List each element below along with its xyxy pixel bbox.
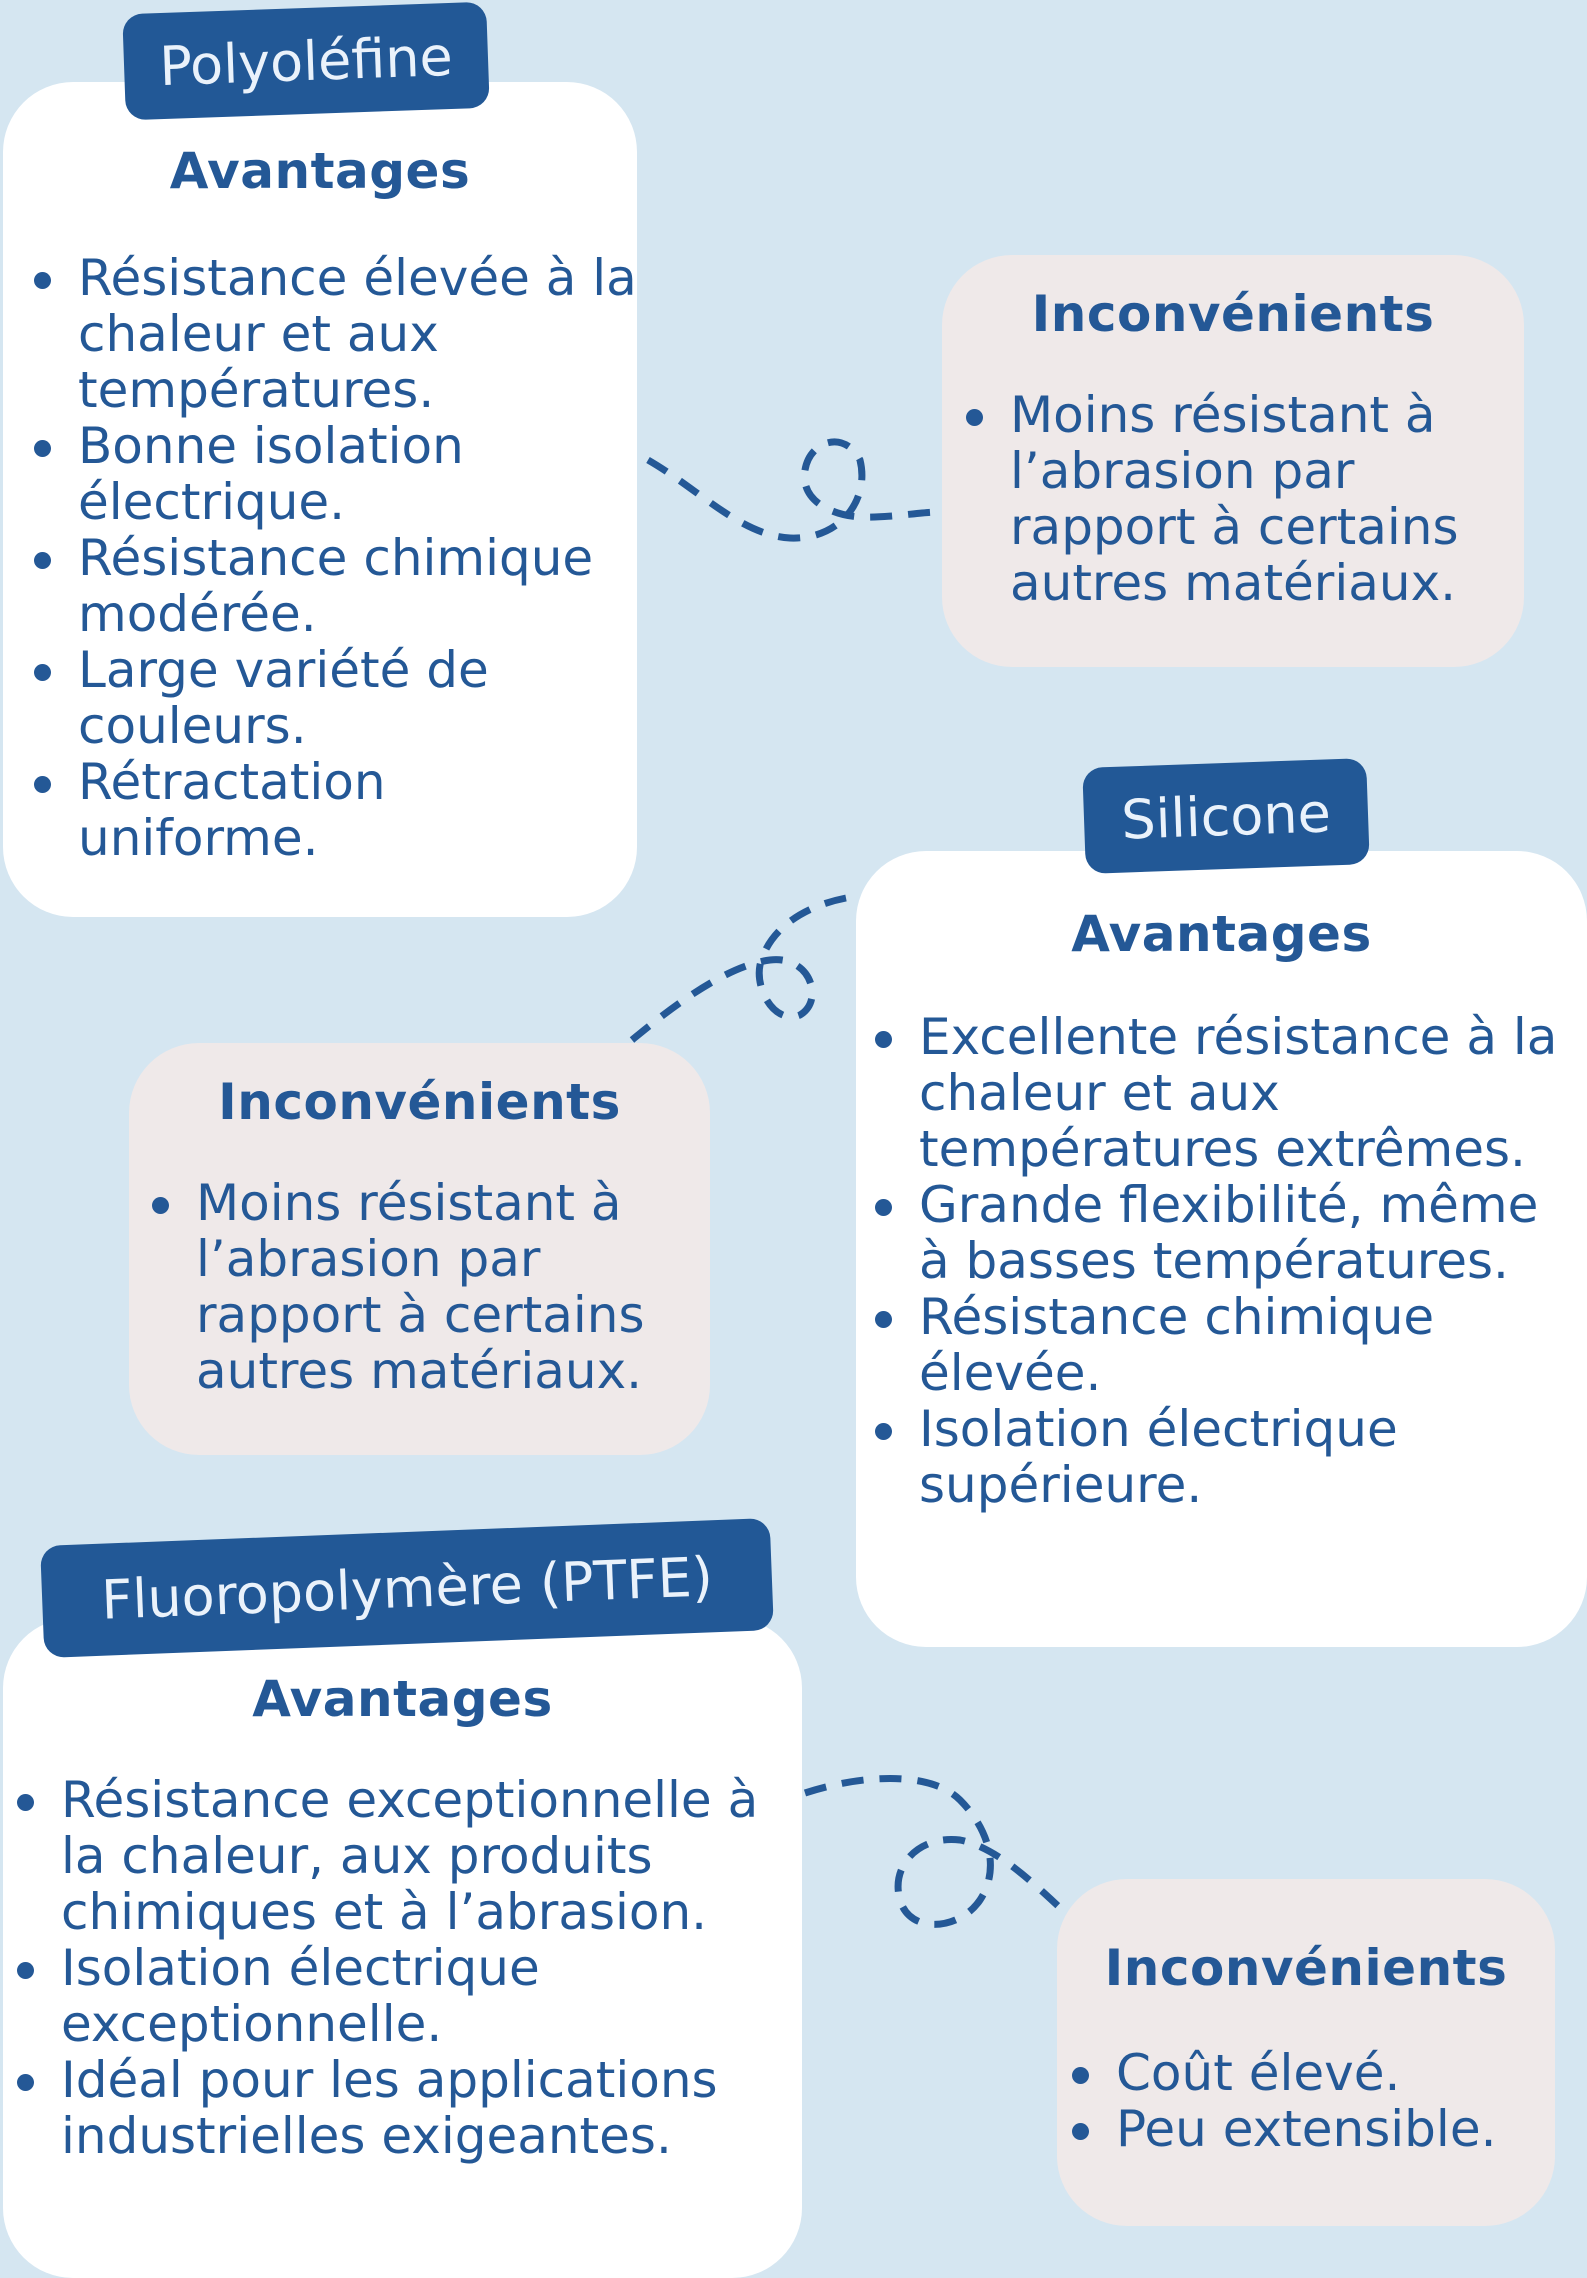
list-item: Moins résistant à l’abrasion par rapport à certains autres matériaux. xyxy=(196,1175,696,1399)
list-item: Isolation électrique exceptionnelle. xyxy=(61,1940,801,2052)
drawbacks-heading: Inconvénients xyxy=(218,1073,621,1131)
drawbacks-list xyxy=(1010,387,1510,611)
list-item: Résistance chimique élevée. xyxy=(919,1289,1579,1401)
advantages-list xyxy=(78,250,638,866)
advantages-heading: Avantages xyxy=(1071,905,1372,963)
list-item: Résistance élevée à la chaleur et aux températures. xyxy=(78,249,637,419)
list-item: Grande flexibilité, même à basses températures. xyxy=(919,1177,1579,1289)
list-item: Idéal pour les applications industrielles exigeantes. xyxy=(61,2052,801,2164)
advantages-heading: Avantages xyxy=(252,1670,553,1728)
list-item: Résistance exceptionnelle à la chaleur, aux produits chimiques et à l’abrasion. xyxy=(61,1772,801,1940)
drawbacks-list xyxy=(196,1175,696,1399)
polyolefine-drawbacks-card xyxy=(942,255,1524,667)
ptfe-drawbacks-card xyxy=(1057,1879,1555,2226)
section-title: Fluoropolymère (PTFE) xyxy=(100,1544,714,1632)
advantages-heading: Avantages xyxy=(169,142,471,200)
drawbacks-heading: Inconvénients xyxy=(1104,1939,1508,1997)
polyolefine-advantages-card xyxy=(3,82,637,917)
section-title: Polyoléfine xyxy=(158,24,454,98)
list-item: Excellente résistance à la chaleur et aux températures extrêmes. xyxy=(919,1009,1579,1177)
list-item: Rétractation uniforme. xyxy=(78,754,638,866)
list-item: Peu extensible. xyxy=(1116,2101,1556,2157)
connector-1 xyxy=(648,442,940,538)
list-item: Large variété de couleurs. xyxy=(78,642,638,754)
advantages-list xyxy=(919,1009,1579,1513)
drawbacks-heading: Inconvénients xyxy=(1031,285,1435,343)
silicone-drawbacks-card xyxy=(129,1043,710,1455)
polyolefine-title-tag xyxy=(122,2,489,121)
list-item: Coût élevé. xyxy=(1116,2045,1556,2101)
drawbacks-list xyxy=(1116,2045,1556,2157)
connector-2 xyxy=(632,898,846,1040)
list-item: Moins résistant à l’abrasion par rapport à certains autres matériaux. xyxy=(1010,387,1510,611)
silicone-advantages-card xyxy=(856,851,1587,1647)
list-item: Résistance chimique modérée. xyxy=(78,530,638,642)
list-item: Bonne isolation électrique. xyxy=(78,418,638,530)
list-item: Isolation électrique supérieure. xyxy=(919,1401,1579,1513)
silicone-title-tag xyxy=(1082,758,1370,874)
section-title: Silicone xyxy=(1120,780,1332,852)
ptfe-advantages-card xyxy=(3,1618,802,2278)
advantages-list xyxy=(61,1772,801,2164)
connector-3 xyxy=(805,1778,1068,1924)
